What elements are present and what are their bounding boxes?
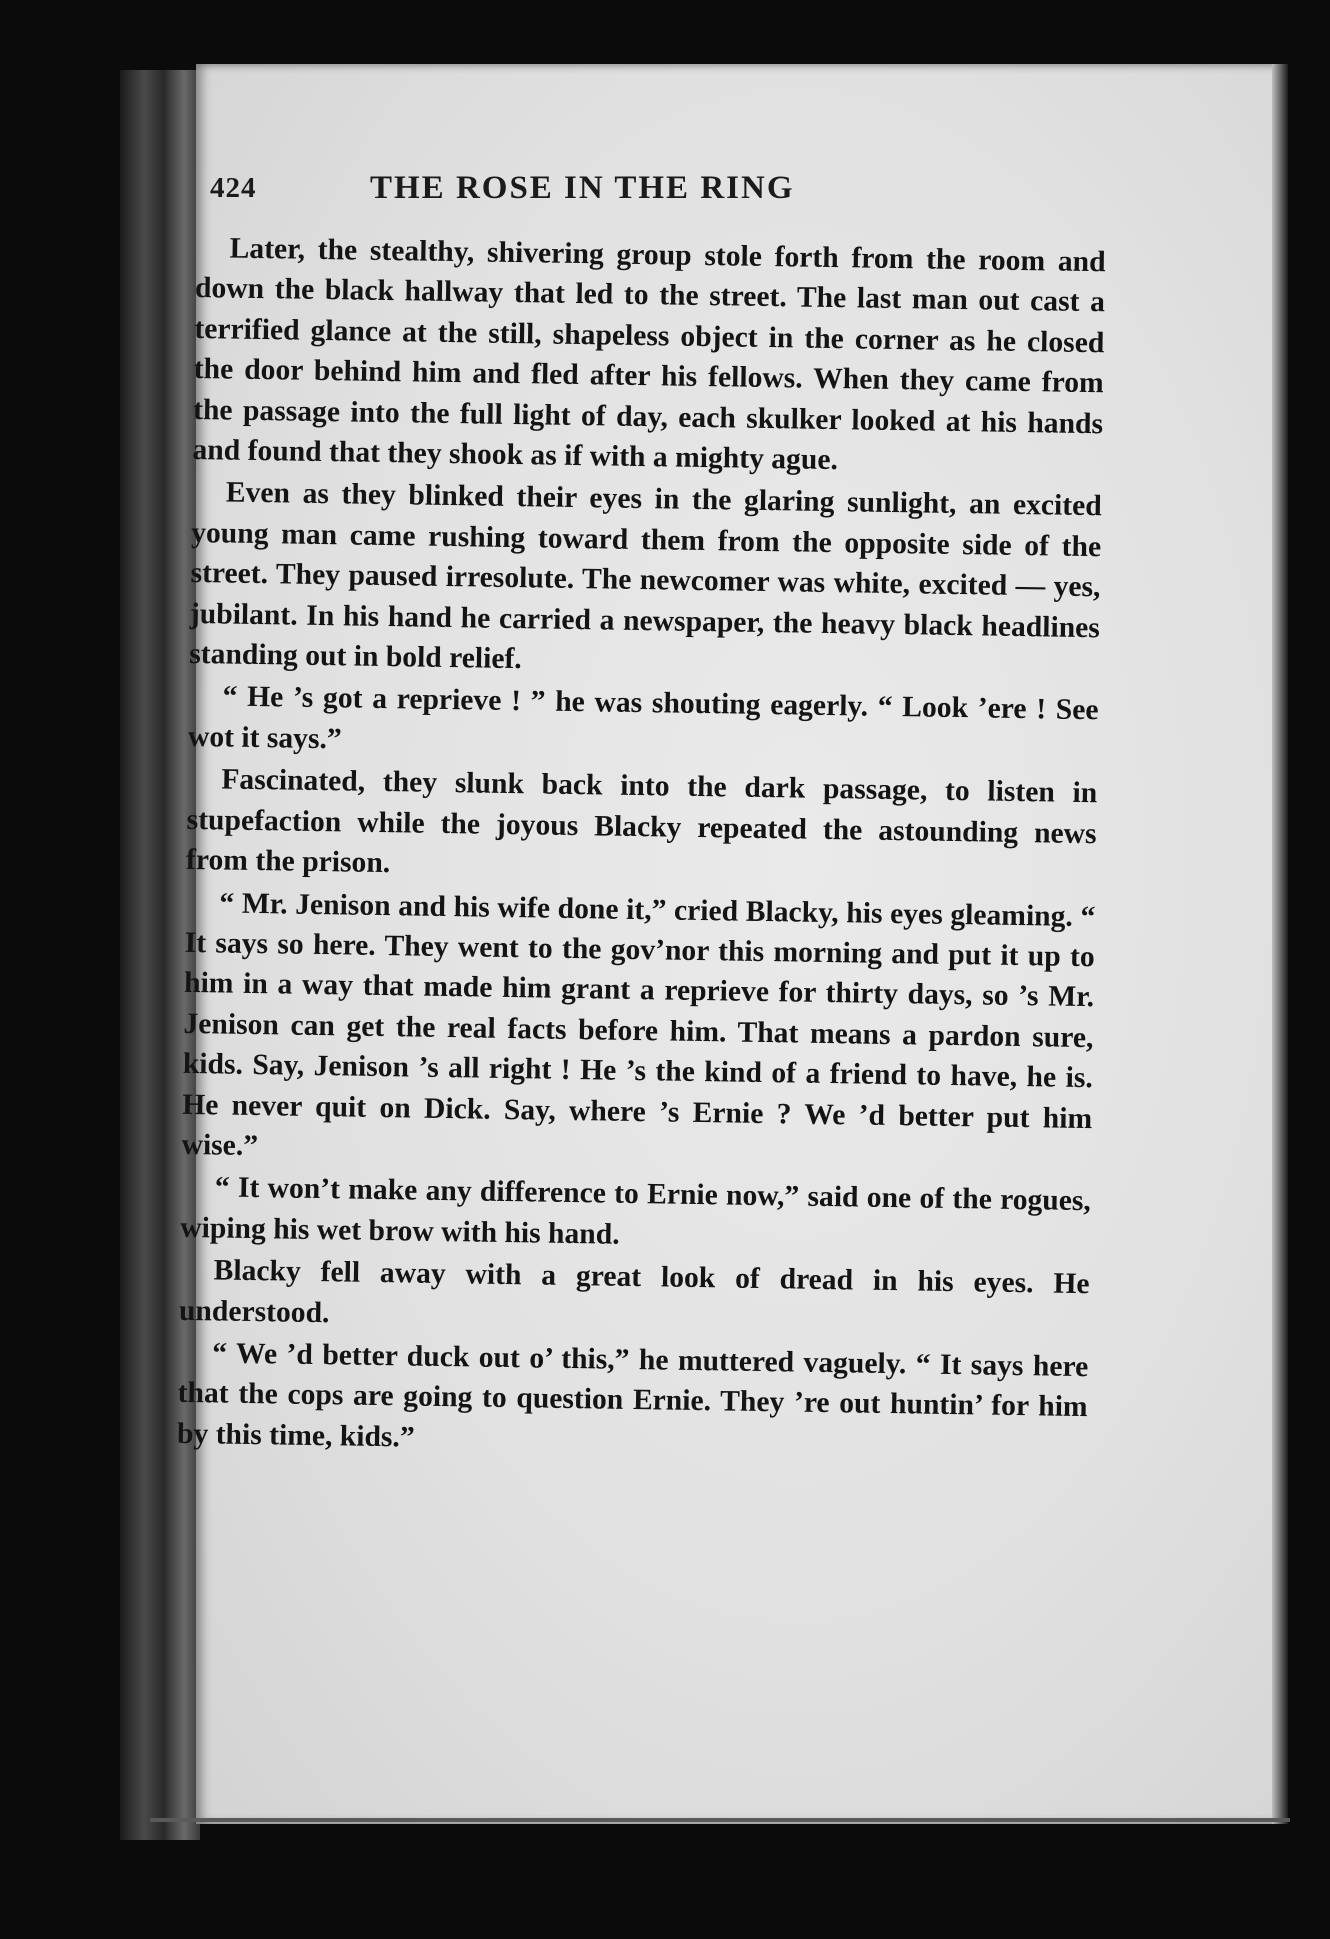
paragraph: Fascinated, they slunk back into the dark passage, to listen in stupefaction while the joyous Blacky repeated the astounding news from the prison.	[185, 763, 1098, 880]
running-title: THE ROSE IN THE RING	[370, 170, 795, 206]
paragraph: “ We ’d better duck out o’ this,” he muttered vaguely. “ It says here that the cops are going to question Ernie. They ’re out huntin’ for him by this time, kids.”	[176, 1337, 1089, 1454]
paragraph: “ He ’s got a reprieve ! ” he was shouting eagerly. “ Look ’ere ! See wot it says.”	[187, 680, 1099, 756]
page-gutter-shadow	[1272, 64, 1288, 1824]
running-head	[210, 172, 1090, 216]
body-text	[177, 228, 1106, 1470]
paragraph: “ Mr. Jenison and his wife done it,” cried Blacky, his eyes gleaming. “ It says so here. They went to the gov’nor this morning and put it up to him in a way that made him grant a reprieve for thirty days, so ’s Mr. Jenison can get the real facts before him. That means a pardon sure, kids. Say, Jenison ’s all right ! He ’s the kind of a friend to have, he is. He never quit on Dick. Say, where ’s Ernie ? We ’d better put him wise.”	[181, 886, 1096, 1163]
paragraph: Later, the stealthy, shivering group stole forth from the room and down the black hallway that led to the street. The last man out cast a terrified glance at the still, shapeless object in the corner as he closed the door behind him and fled after his fellows. When they came from the passage into the full light of day, each skulker looked at his hands and found that they shook as if with a mighty ague.	[192, 232, 1106, 477]
page-bottom-edge	[150, 1818, 1290, 1822]
paragraph: Even as they blinked their eyes in the glaring sunlight, an excited young man came rushing toward them from the opposite side of the street. They paused irresolute. The newcomer was white, excited — yes, jubilant. In his hand he carried a newspaper, the heavy black headlines standing out in bold relief.	[189, 476, 1102, 676]
paragraph: “ It won’t make any difference to Ernie now,” said one of the rogues, wiping his wet brow with his hand.	[180, 1171, 1092, 1251]
page-number: 424	[210, 172, 257, 204]
paragraph: Blacky fell away with a great look of dread in his eyes. He understood.	[178, 1254, 1090, 1329]
